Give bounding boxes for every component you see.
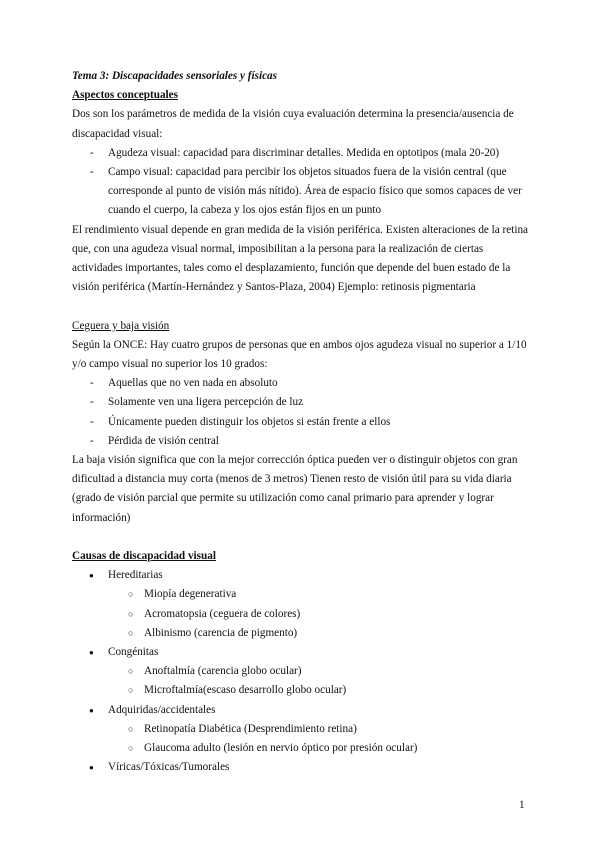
section2-dash-list <box>72 374 532 451</box>
section2-intro: Según la ONCE: Hay cuatro grupos de personas que en ambos ojos agudeza visual no superior a 1/10 y/o campo visual no superior los 10 grados: <box>72 338 527 371</box>
document-title: Tema 3: Discapacidades sensoriales y físicas <box>72 70 277 82</box>
cause-sublist <box>72 662 532 700</box>
page-content <box>72 67 532 777</box>
cause-sublist <box>72 720 532 758</box>
section1-intro: Dos son los parámetros de medida de la visión cuya evaluación determina la presencia/ausencia de discapacidad visual: <box>72 108 514 140</box>
section1-closing: El rendimiento visual depende en gran medida de la visión periférica. Existen alteraciones de la retina que, con una agudeza visual normal, imposibilitan a la persona para la realización de ciertas actividades importantes, tales como el desplazamiento, función que depende del buen estado de la visión periférica (Martín-Hernández y Santos-Plaza, 2004) Ejemplo: retinosis pigmentaria <box>72 223 529 294</box>
blank-line <box>72 528 532 547</box>
dash-item-campo: - Campo visual: capacidad para percibir los objetos situados fuera de la visión central (que corresponde al punto de visión más nítido). Área de espacio físico que somos capaces de ver cuando el cuerpo, la cabeza y los ojos están fijos en un punto <box>72 163 532 221</box>
section2-closing: La baja visión significa que con la mejor corrección óptica pueden ver o distinguir objetos con gran dificultad a distancia muy corta (menos de 3 metros) Tienen resto de visión útil para su vida diaria (grado de visión parcial que permite su utilización como canal primario para aprender y lograr información) <box>72 454 518 524</box>
cause-group-label: ● Víricas/Tóxicas/Tumorales <box>72 758 532 777</box>
cause-item: ○ Albinismo (carencia de pigmento) <box>72 624 532 643</box>
cause-group-adquiridas <box>72 701 532 759</box>
dash-item-group-4: - Pérdida de visión central <box>72 432 532 451</box>
page-number: 1 <box>519 799 525 811</box>
cause-item: ○ Miopía degenerativa <box>72 585 532 604</box>
dash-item-agudeza: - Agudeza visual: capacidad para discriminar detalles. Medida en optotipos (mala 20-20) <box>72 144 532 163</box>
section-heading-aspectos: Aspectos conceptuales <box>72 89 178 102</box>
cause-item: ○ Retinopatía Diabética (Desprendimiento retina) <box>72 720 532 739</box>
cause-item: ○ Microftalmía(escaso desarrollo globo ocular) <box>72 681 532 700</box>
cause-sublist <box>72 585 532 643</box>
cause-item: ○ Glaucoma adulto (lesión en nervio óptico por presión ocular) <box>72 739 532 758</box>
causes-list <box>72 566 532 777</box>
cause-group-label: ● Congénitas <box>72 643 532 662</box>
dash-item-group-2: - Solamente ven una ligera percepción de luz <box>72 393 532 412</box>
blank-line <box>72 297 532 316</box>
cause-group-viricas <box>72 758 532 777</box>
cause-group-congenitas <box>72 643 532 701</box>
cause-group-label: ● Hereditarias <box>72 566 532 585</box>
cause-item: ○ Anoftalmía (carencia globo ocular) <box>72 662 532 681</box>
section-heading-causas: Causas de discapacidad visual <box>72 550 216 563</box>
cause-item: ○ Acromatopsia (ceguera de colores) <box>72 605 532 624</box>
section1-dash-list <box>72 144 532 221</box>
dash-item-group-3: - Únicamente pueden distinguir los objetos si están frente a ellos <box>72 413 532 432</box>
section-heading-ceguera: Ceguera y baja visión <box>72 319 170 332</box>
cause-group-label: ● Adquiridas/accidentales <box>72 701 532 720</box>
dash-item-group-1: - Aquellas que no ven nada en absoluto <box>72 374 532 393</box>
cause-group-hereditarias <box>72 566 532 643</box>
